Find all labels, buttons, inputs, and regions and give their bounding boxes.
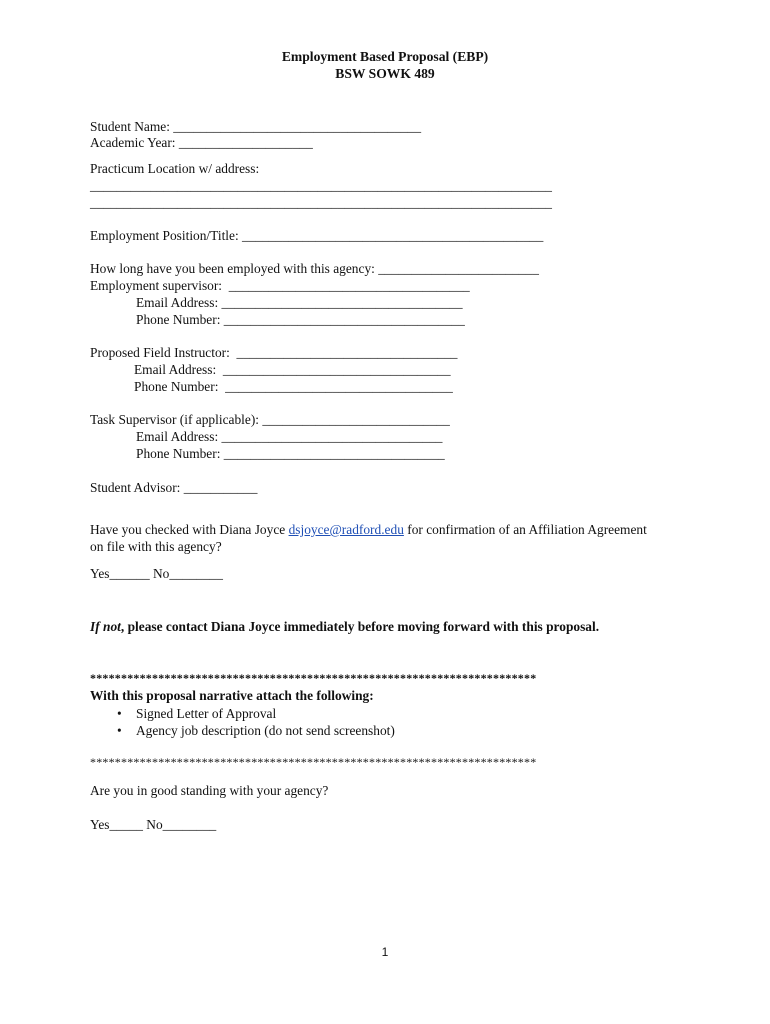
standing-yes-no[interactable]: Yes_____ No________ bbox=[90, 817, 217, 832]
supervisor-email-field[interactable]: Email Address: ____________________________________ bbox=[136, 295, 463, 310]
employment-supervisor-field[interactable]: Employment supervisor: ____________________________________ bbox=[90, 278, 470, 293]
attachment-label: Signed Letter of Approval bbox=[136, 706, 277, 721]
employment-duration-field[interactable]: How long have you been employed with this agency: ________________________ bbox=[90, 261, 539, 276]
affiliation-question bbox=[90, 522, 647, 538]
attachment-label: Agency job description (do not send screenshot) bbox=[136, 723, 395, 738]
attachments-heading: With this proposal narrative attach the following: bbox=[90, 688, 374, 703]
document-title: Employment Based Proposal (EBP) bbox=[281, 49, 489, 64]
bullet-icon: • bbox=[117, 706, 122, 721]
task-email-field[interactable]: Email Address: _________________________________ bbox=[136, 429, 443, 444]
notice-text bbox=[90, 619, 599, 635]
separator-1: ************************************************************************ bbox=[90, 671, 537, 685]
page-number: 1 bbox=[381, 945, 389, 959]
student-advisor-field[interactable]: Student Advisor: ___________ bbox=[90, 480, 258, 495]
supervisor-phone-field[interactable]: Phone Number: ____________________________________ bbox=[136, 312, 465, 327]
affiliation-question-line2: on file with this agency? bbox=[90, 539, 222, 554]
instructor-phone-field[interactable]: Phone Number: __________________________________ bbox=[134, 379, 453, 394]
notice-if-not: If not bbox=[90, 619, 121, 634]
attachment-item bbox=[0, 723, 770, 739]
affiliation-question-end: for confirmation of an Affiliation Agreement bbox=[403, 522, 647, 537]
address-line-1[interactable]: _____________________________________________________________________ bbox=[90, 178, 552, 193]
instructor-email-field[interactable]: Email Address: __________________________________ bbox=[134, 362, 451, 377]
employment-position-field[interactable]: Employment Position/Title: _____________________________________________ bbox=[90, 228, 544, 243]
task-supervisor-field[interactable]: Task Supervisor (if applicable): ____________________________ bbox=[90, 412, 450, 427]
task-phone-field[interactable]: Phone Number: _________________________________ bbox=[136, 446, 445, 461]
bullet-icon: • bbox=[117, 723, 122, 738]
student-name-field[interactable]: Student Name: _____________________________________ bbox=[90, 119, 422, 134]
affiliation-yes-no[interactable]: Yes______ No________ bbox=[90, 566, 223, 581]
separator-2: ************************************************************************ bbox=[90, 755, 537, 769]
address-line-2[interactable]: _____________________________________________________________________ bbox=[90, 195, 552, 210]
affiliation-question-start: Have you checked with Diana Joyce bbox=[90, 522, 289, 537]
attachment-item bbox=[0, 706, 770, 722]
course-code: BSW SOWK 489 bbox=[335, 66, 435, 81]
email-link[interactable]: dsjoyce@radford.edu bbox=[288, 522, 404, 537]
standing-question: Are you in good standing with your agency? bbox=[90, 783, 329, 798]
academic-year-field[interactable]: Academic Year: ____________________ bbox=[90, 135, 313, 150]
notice-rest: , please contact Diana Joyce immediately before moving forward with this proposal. bbox=[120, 619, 600, 634]
practicum-location-label: Practicum Location w/ address: bbox=[90, 161, 260, 176]
field-instructor-field[interactable]: Proposed Field Instructor: _________________________________ bbox=[90, 345, 458, 360]
